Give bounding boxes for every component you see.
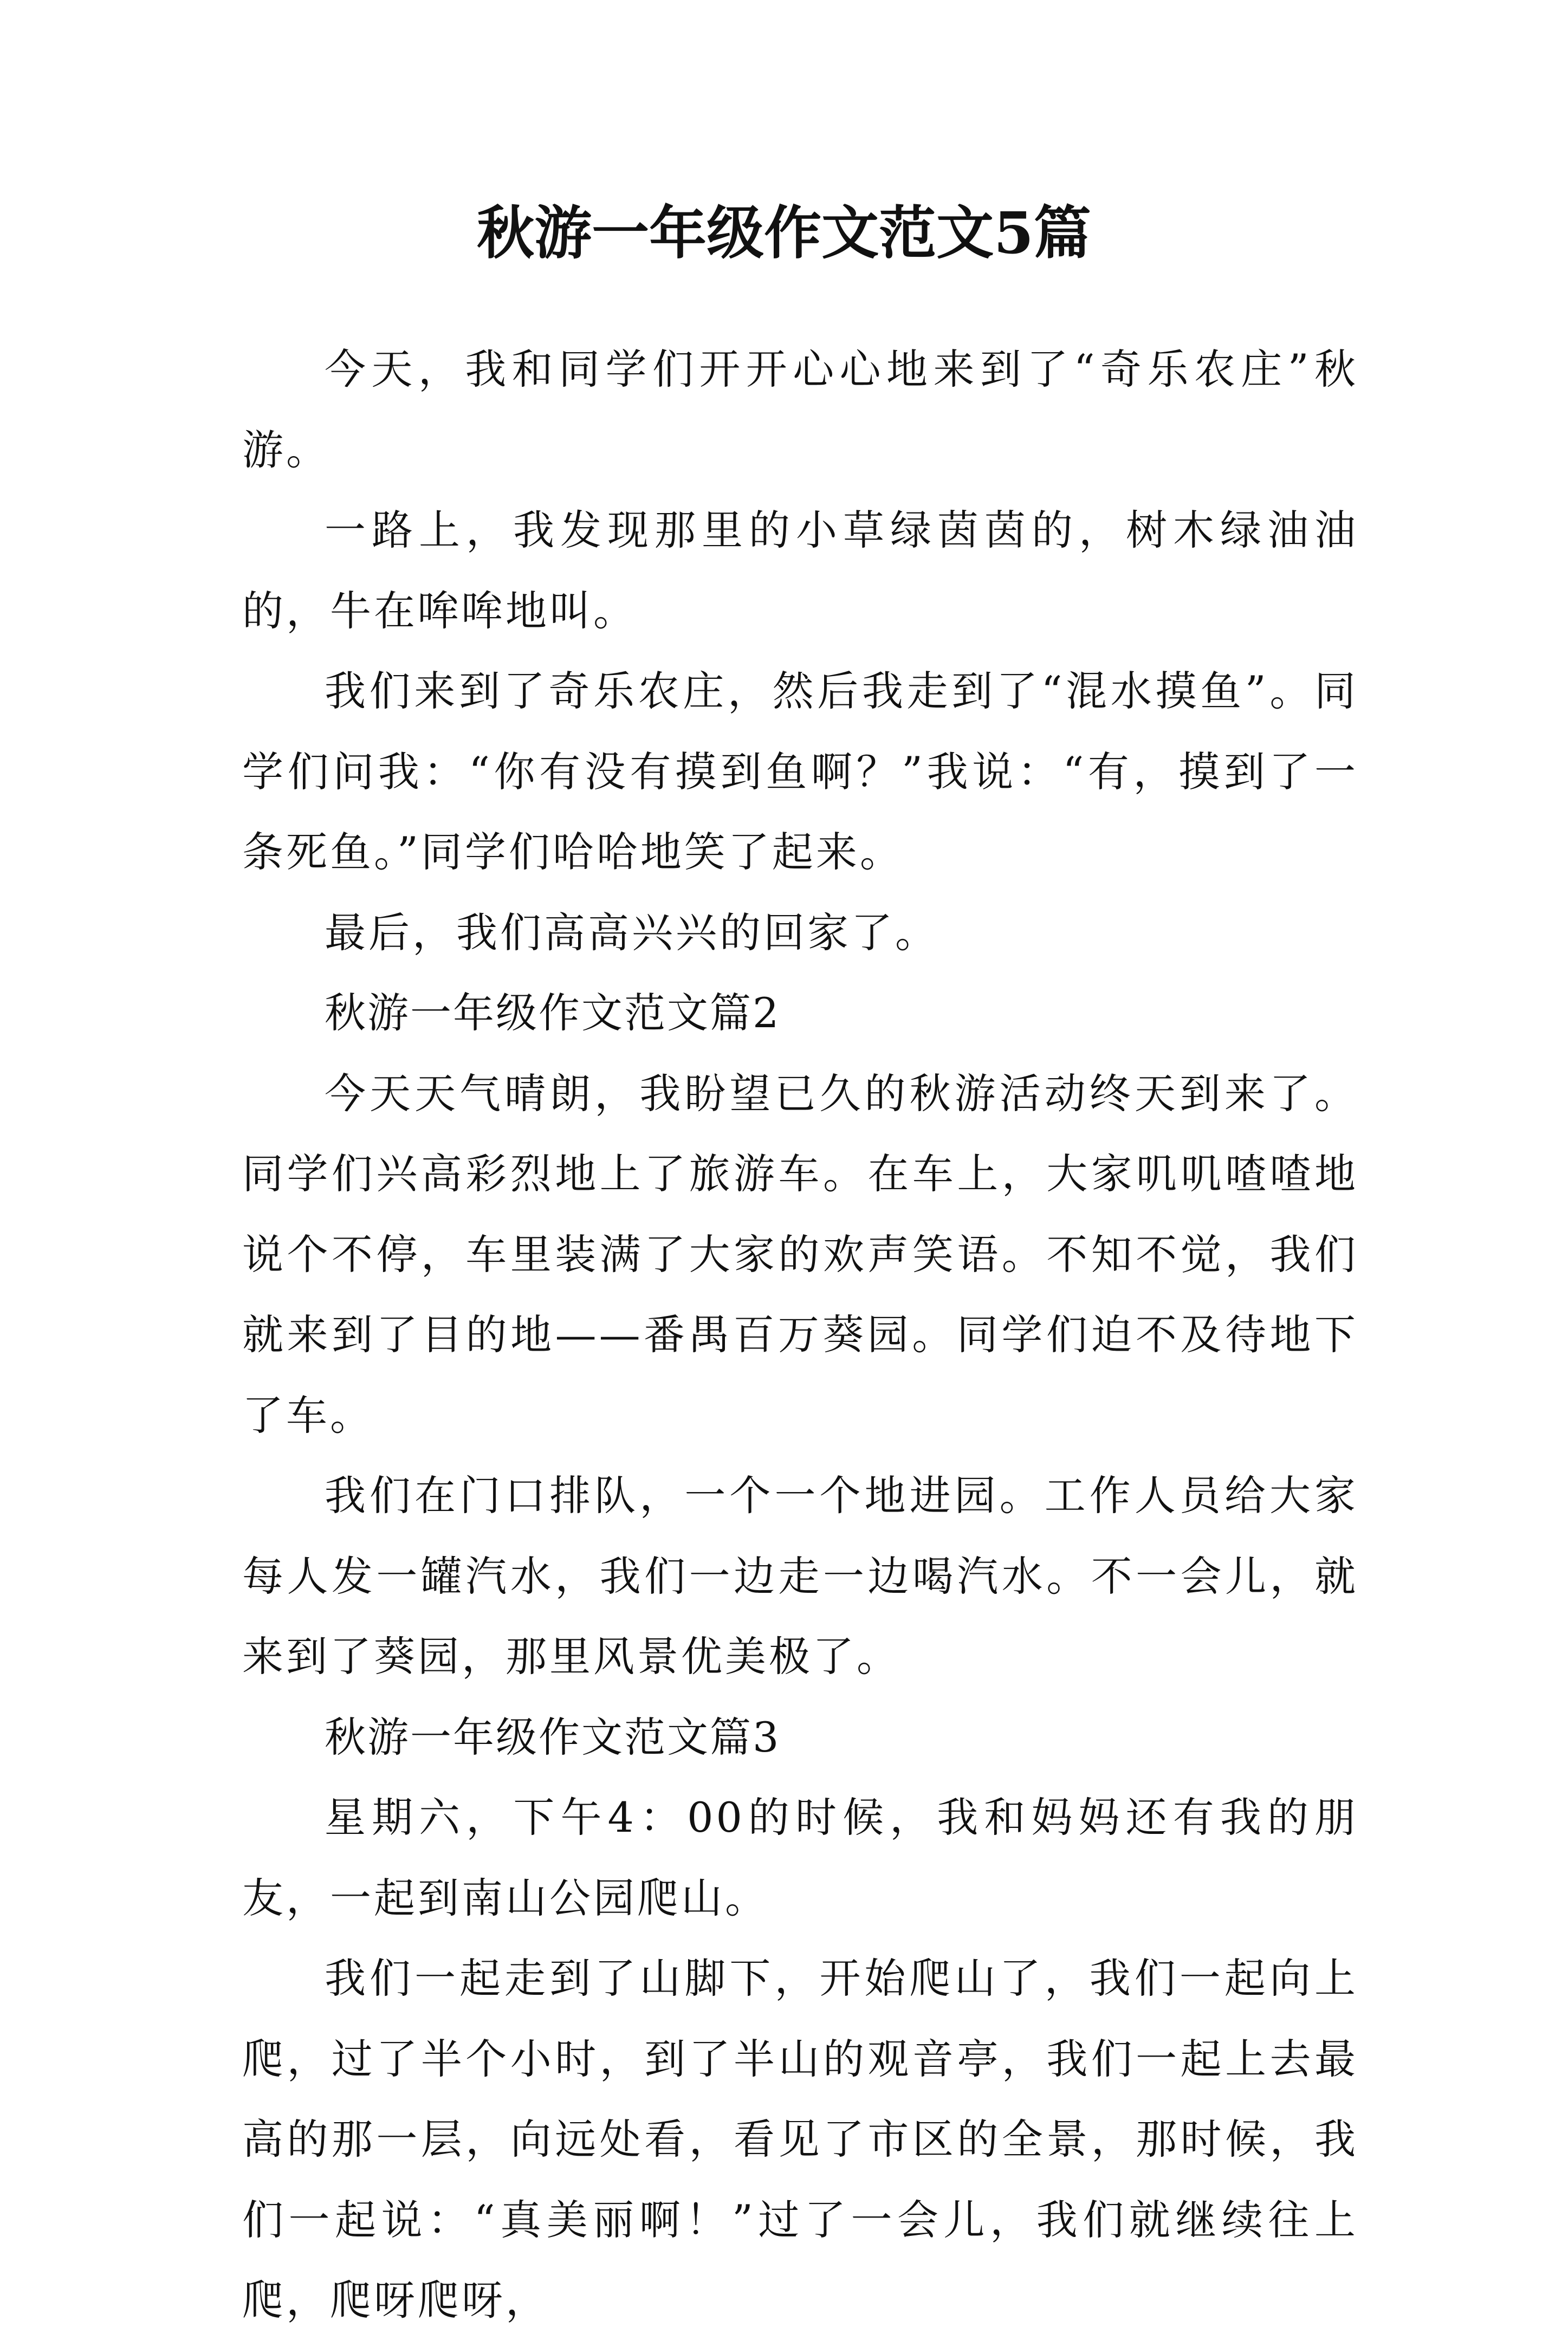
section-heading: 秋游一年级作文范文篇2: [325, 989, 781, 1037]
document-body: [242, 329, 1358, 2341]
section-heading: 秋游一年级作文范文篇3: [325, 1713, 781, 1761]
paragraph: 我们一起走到了山脚下，开始爬山了，我们一起向上爬，过了半个小时，到了半山的观音亭，我们一起上去最高的那一层，向远处看，看见了市区的全景，那时候，我们一起说：“真美丽啊！”过了一会儿，我们就继续往上爬，爬呀爬呀，: [242, 1954, 1358, 2324]
paragraph: 今天，我和同学们开开心心地来到了“奇乐农庄”秋游。: [242, 345, 1358, 474]
document-title: 秋游一年级作文范文5篇: [477, 199, 1091, 267]
paragraph: 星期六，下午4：00的时候，我和妈妈还有我的朋友，一起到南山公园爬山。: [242, 1793, 1358, 1922]
paragraph: 最后，我们高高兴兴的回家了。: [325, 908, 939, 957]
paragraph: 一路上，我发现那里的小草绿茵茵的，树木绿油油的，牛在哞哞地叫。: [242, 506, 1358, 635]
paragraph: 我们来到了奇乐农庄，然后我走到了“混水摸鱼”。同学们问我：“你有没有摸到鱼啊？”我说：“有，摸到了一条死鱼。”同学们哈哈地笑了起来。: [242, 667, 1358, 876]
paragraph: 我们在门口排队，一个一个地进园。工作人员给大家每人发一罐汽水，我们一边走一边喝汽水。不一会儿，就来到了葵园，那里风景优美极了。: [242, 1471, 1358, 1681]
paragraph: 今天天气晴朗，我盼望已久的秋游活动终天到来了。同学们兴高彩烈地上了旅游车。在车上，大家叽叽喳喳地说个不停，车里装满了大家的欢声笑语。不知不觉，我们就来到了目的地——番禺百万葵园。同学们迫不及待地下了车。: [242, 1069, 1358, 1439]
